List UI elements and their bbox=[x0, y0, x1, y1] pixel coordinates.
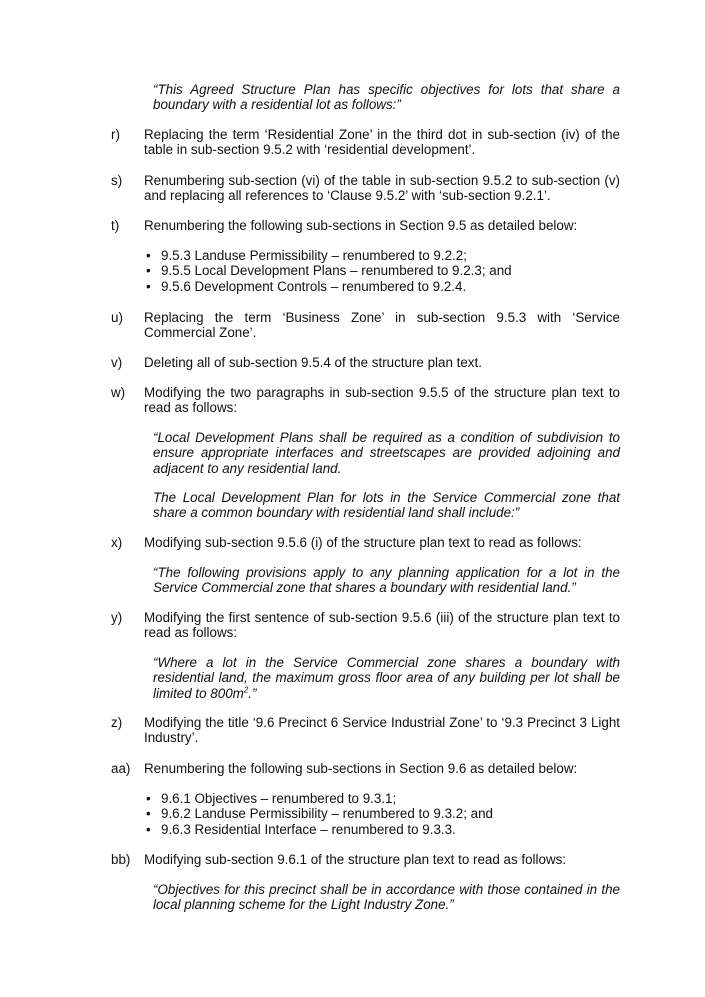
item-label: w) bbox=[111, 385, 126, 400]
list-item-x bbox=[111, 535, 620, 550]
quote-w-paragraph-2: The Local Development Plan for lots in the Service Commercial zone that share a common boundary with residential land shall include:” bbox=[153, 490, 620, 521]
list-item-u bbox=[111, 310, 620, 341]
bullet-list-t bbox=[144, 248, 620, 294]
item-label: x) bbox=[111, 535, 123, 550]
item-label: u) bbox=[111, 310, 123, 325]
item-text: Replacing the term ‘Business Zone’ in sub-section 9.5.3 with ‘Service Commercial Zone’. bbox=[144, 310, 620, 341]
item-label: s) bbox=[111, 173, 123, 188]
item-text: Modifying the title ‘9.6 Precinct 6 Service Industrial Zone’ to ‘9.3 Precinct 3 Light Industry’. bbox=[144, 715, 620, 746]
item-text: Modifying sub-section 9.5.6 (i) of the structure plan text to read as follows: bbox=[144, 535, 582, 550]
item-text: Deleting all of sub-section 9.5.4 of the structure plan text. bbox=[144, 355, 482, 370]
list-item-t bbox=[111, 218, 620, 233]
bullet-list-aa bbox=[144, 791, 620, 837]
list-item-v bbox=[111, 355, 620, 370]
item-text: Renumbering sub-section (vi) of the table in sub-section 9.5.2 to sub-section (v) and replacing all references to ‘Clause 9.5.2’ with ‘sub-section 9.2.1’. bbox=[144, 173, 620, 204]
item-label: z) bbox=[111, 715, 123, 730]
item-text: Replacing the term ‘Residential Zone’ in the third dot in sub-section (iv) of the table in sub-section 9.5.2 with ‘residential development’. bbox=[144, 127, 620, 158]
list-item-z bbox=[111, 715, 620, 746]
quote-x: “The following provisions apply to any planning application for a lot in the Service Commercial zone that shares a boundary with residential land.” bbox=[153, 565, 620, 596]
intro-quote: “This Agreed Structure Plan has specific objectives for lots that share a boundary with a residential lot as follows:” bbox=[153, 82, 620, 113]
superscript-2: 2 bbox=[243, 685, 249, 695]
quote-y bbox=[153, 655, 620, 701]
list-item-y bbox=[111, 610, 620, 641]
quote-y-end: .” bbox=[248, 685, 257, 701]
bullet-item: • 9.5.3 Landuse Permissibility – renumbered to 9.2.2; bbox=[144, 248, 620, 263]
item-label: aa) bbox=[111, 761, 131, 776]
bullet-item: • 9.6.2 Landuse Permissibility – renumbered to 9.3.2; and bbox=[144, 806, 620, 821]
item-label: bb) bbox=[111, 852, 131, 867]
quote-bb: “Objectives for this precinct shall be in accordance with those contained in the local planning scheme for the Light Industry Zone.” bbox=[153, 882, 620, 913]
item-label: y) bbox=[111, 610, 123, 625]
item-text: Renumbering the following sub-sections in Section 9.6 as detailed below: bbox=[144, 761, 578, 776]
bullet-item: • 9.5.6 Development Controls – renumbered to 9.2.4. bbox=[144, 279, 620, 294]
list-item-aa bbox=[111, 761, 620, 776]
bullet-item: • 9.5.5 Local Development Plans – renumbered to 9.2.3; and bbox=[144, 263, 620, 278]
bullet-item: • 9.6.3 Residential Interface – renumbered to 9.3.3. bbox=[144, 822, 620, 837]
list-item-bb bbox=[111, 852, 620, 867]
list-item-s bbox=[111, 173, 620, 204]
item-label: r) bbox=[111, 127, 120, 142]
item-label: t) bbox=[111, 218, 120, 233]
item-text: Modifying the two paragraphs in sub-section 9.5.5 of the structure plan text to read as follows: bbox=[144, 385, 620, 416]
quote-w-paragraph-1: “Local Development Plans shall be required as a condition of subdivision to ensure appropriate interfaces and streetscapes are provided adjoining and adjacent to any residential land. bbox=[153, 430, 620, 476]
quote-y-text: “Where a lot in the Service Commercial zone shares a boundary with residential land, the maximum gross floor area of any building per lot shall be limited to 800m bbox=[153, 655, 620, 701]
item-label: v) bbox=[111, 355, 123, 370]
bullet-item: • 9.6.1 Objectives – renumbered to 9.3.1; bbox=[144, 791, 620, 806]
item-text: Modifying sub-section 9.6.1 of the structure plan text to read as follows: bbox=[144, 852, 567, 867]
item-text: Modifying the first sentence of sub-section 9.5.6 (iii) of the structure plan text to read as follows: bbox=[144, 610, 620, 641]
list-item-w bbox=[111, 385, 620, 416]
item-text: Renumbering the following sub-sections in Section 9.5 as detailed below: bbox=[144, 218, 578, 233]
list-item-r bbox=[111, 127, 620, 158]
